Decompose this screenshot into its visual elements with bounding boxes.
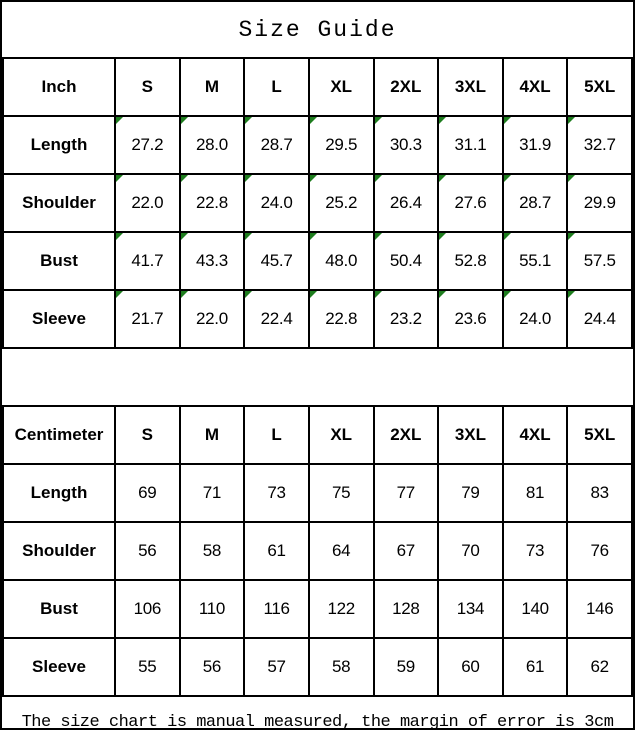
- value-cell: [374, 290, 439, 348]
- cell-value: 56: [138, 541, 157, 560]
- cell-value: 24.0: [260, 193, 293, 212]
- value-cell: [438, 232, 503, 290]
- row-label-cell: Sleeve: [3, 638, 115, 696]
- value-cell: [503, 580, 568, 638]
- cell-value: 62: [590, 657, 609, 676]
- value-cell: [244, 290, 309, 348]
- size-header-cell: M: [180, 406, 245, 464]
- value-cell: [438, 116, 503, 174]
- cell-value: 28.7: [260, 135, 293, 154]
- comment-triangle-icon: [310, 291, 317, 298]
- cell-value: 48.0: [325, 251, 358, 270]
- spacer-row: [2, 349, 633, 405]
- size-header-cell: 3XL: [438, 58, 503, 116]
- comment-triangle-icon: [439, 175, 446, 182]
- cell-value: 73: [525, 541, 545, 560]
- cell-value: 140: [521, 599, 549, 618]
- value-cell: [374, 464, 439, 522]
- comment-triangle-icon: [375, 233, 382, 240]
- cell-value: 110: [198, 599, 226, 618]
- comment-triangle-icon: [181, 233, 188, 240]
- value-cell: [244, 638, 309, 696]
- cell-value: 128: [392, 599, 420, 618]
- size-header-cell: 2XL: [374, 406, 439, 464]
- size-header-cell: S: [115, 58, 180, 116]
- value-cell: [503, 638, 568, 696]
- row-label-cell: Bust: [3, 580, 115, 638]
- cell-value: 64: [332, 541, 351, 560]
- comment-triangle-icon: [116, 175, 123, 182]
- value-cell: [180, 116, 245, 174]
- value-cell: [374, 174, 439, 232]
- size-header-cell: L: [244, 58, 309, 116]
- comment-triangle-icon: [116, 291, 123, 298]
- value-cell: [309, 232, 374, 290]
- comment-triangle-icon: [375, 291, 382, 298]
- value-cell: [115, 522, 180, 580]
- cell-value: 30.3: [389, 135, 422, 154]
- size-header-cell: XL: [309, 406, 374, 464]
- comment-triangle-icon: [568, 291, 575, 298]
- value-cell: [438, 580, 503, 638]
- value-cell: [567, 580, 632, 638]
- comment-triangle-icon: [181, 175, 188, 182]
- comment-triangle-icon: [181, 291, 188, 298]
- value-cell: [374, 522, 439, 580]
- cell-value: 106: [133, 599, 162, 618]
- cell-value: 61: [525, 657, 545, 676]
- table-row: [3, 174, 632, 232]
- comment-triangle-icon: [504, 291, 511, 298]
- comment-triangle-icon: [439, 233, 446, 240]
- value-cell: [115, 638, 180, 696]
- comment-triangle-icon: [504, 117, 511, 124]
- table-row: [3, 464, 632, 522]
- header-row: [3, 58, 632, 116]
- cell-value: 59: [396, 657, 415, 676]
- cell-value: 73: [267, 483, 286, 502]
- cell-value: 77: [396, 483, 415, 502]
- cell-value: 56: [202, 657, 222, 676]
- cell-value: 22.0: [195, 309, 228, 328]
- cell-value: 70: [461, 541, 480, 560]
- size-header-cell: 4XL: [503, 58, 568, 116]
- value-cell: [244, 116, 309, 174]
- value-cell: [503, 116, 568, 174]
- table-row: [3, 580, 632, 638]
- value-cell: [374, 232, 439, 290]
- cell-value: 61: [267, 541, 286, 560]
- value-cell: [374, 580, 439, 638]
- value-cell: [503, 174, 568, 232]
- value-cell: [567, 638, 632, 696]
- table-row: [3, 290, 632, 348]
- value-cell: [180, 232, 245, 290]
- cell-value: 52.8: [454, 251, 487, 270]
- row-label-cell: Shoulder: [3, 522, 115, 580]
- value-cell: [567, 232, 632, 290]
- value-cell: [309, 116, 374, 174]
- cell-value: 79: [461, 483, 480, 502]
- value-cell: [438, 464, 503, 522]
- header-row: [3, 406, 632, 464]
- value-cell: [438, 290, 503, 348]
- cell-value: 55.1: [519, 251, 551, 270]
- cell-value: 29.5: [325, 135, 358, 154]
- value-cell: [309, 174, 374, 232]
- size-header-cell: 4XL: [503, 406, 568, 464]
- cell-value: 76: [590, 541, 609, 560]
- cell-value: 22.8: [325, 309, 358, 328]
- unit-header-cell: Inch: [3, 58, 115, 116]
- value-cell: [374, 638, 439, 696]
- row-label-cell: Bust: [3, 232, 115, 290]
- cell-value: 43.3: [195, 251, 228, 270]
- comment-triangle-icon: [439, 117, 446, 124]
- cell-value: 27.2: [131, 135, 164, 154]
- cell-value: 134: [456, 599, 485, 618]
- cell-value: 31.9: [519, 135, 551, 154]
- value-cell: [567, 290, 632, 348]
- value-cell: [180, 638, 245, 696]
- value-cell: [244, 580, 309, 638]
- cell-value: 29.9: [583, 193, 616, 212]
- table-row: [3, 638, 632, 696]
- cell-value: 41.7: [131, 251, 164, 270]
- cell-value: 32.7: [583, 135, 616, 154]
- comment-triangle-icon: [568, 233, 575, 240]
- table-row: [3, 116, 632, 174]
- comment-triangle-icon: [375, 117, 382, 124]
- cell-value: 45.7: [260, 251, 293, 270]
- comment-triangle-icon: [568, 117, 575, 124]
- value-cell: [115, 464, 180, 522]
- cell-value: 69: [138, 483, 157, 502]
- size-header-cell: S: [115, 406, 180, 464]
- comment-triangle-icon: [245, 291, 252, 298]
- cell-value: 23.2: [389, 309, 422, 328]
- value-cell: [567, 522, 632, 580]
- value-cell: [309, 580, 374, 638]
- size-header-cell: 2XL: [374, 58, 439, 116]
- cell-value: 55: [138, 657, 157, 676]
- comment-triangle-icon: [310, 117, 317, 124]
- cell-value: 57.5: [583, 251, 616, 270]
- cell-value: 71: [202, 483, 222, 502]
- cell-value: 23.6: [454, 309, 487, 328]
- value-cell: [309, 464, 374, 522]
- value-cell: [115, 290, 180, 348]
- size-header-cell: L: [244, 406, 309, 464]
- cell-value: 22.0: [131, 193, 164, 212]
- cell-value: 122: [327, 599, 355, 618]
- value-cell: [309, 522, 374, 580]
- page-title: Size Guide: [238, 16, 397, 43]
- value-cell: [244, 232, 309, 290]
- cell-value: 24.4: [583, 309, 616, 328]
- size-header-cell: XL: [309, 58, 374, 116]
- cell-value: 31.1: [454, 135, 487, 154]
- value-cell: [180, 580, 245, 638]
- value-cell: [244, 464, 309, 522]
- value-cell: [180, 522, 245, 580]
- comment-triangle-icon: [245, 233, 252, 240]
- value-cell: [115, 116, 180, 174]
- cell-value: 83: [590, 483, 609, 502]
- value-cell: [115, 580, 180, 638]
- comment-triangle-icon: [504, 233, 511, 240]
- comment-triangle-icon: [181, 117, 188, 124]
- size-header-cell: 3XL: [438, 406, 503, 464]
- value-cell: [244, 174, 309, 232]
- centimeter-size-table: [2, 405, 633, 697]
- cell-value: 22.4: [260, 309, 293, 328]
- comment-triangle-icon: [116, 233, 123, 240]
- inch-size-table: [2, 57, 633, 349]
- row-label-cell: Length: [3, 116, 115, 174]
- value-cell: [115, 174, 180, 232]
- value-cell: [309, 638, 374, 696]
- value-cell: [244, 522, 309, 580]
- size-header-cell: M: [180, 58, 245, 116]
- cell-value: 146: [585, 599, 614, 618]
- size-header-cell: 5XL: [567, 406, 632, 464]
- cell-value: 28.0: [195, 135, 228, 154]
- value-cell: [567, 464, 632, 522]
- value-cell: [180, 290, 245, 348]
- table-row: [3, 522, 632, 580]
- cell-value: 24.0: [519, 309, 551, 328]
- cell-value: 50.4: [389, 251, 422, 270]
- cell-value: 57: [267, 657, 286, 676]
- value-cell: [567, 116, 632, 174]
- table-row: [3, 232, 632, 290]
- comment-triangle-icon: [375, 175, 382, 182]
- comment-triangle-icon: [568, 175, 575, 182]
- value-cell: [438, 174, 503, 232]
- value-cell: [503, 290, 568, 348]
- cell-value: 58: [202, 541, 222, 560]
- cell-value: 27.6: [454, 193, 487, 212]
- cell-value: 81: [525, 483, 545, 502]
- value-cell: [503, 522, 568, 580]
- value-cell: [503, 232, 568, 290]
- cell-value: 26.4: [389, 193, 422, 212]
- value-cell: [180, 464, 245, 522]
- row-label-cell: Length: [3, 464, 115, 522]
- measurement-note: The size chart is manual measured, the margin of error is 3cm: [21, 713, 614, 730]
- value-cell: [503, 464, 568, 522]
- value-cell: [438, 522, 503, 580]
- cell-value: 58: [332, 657, 351, 676]
- cell-value: 75: [332, 483, 351, 502]
- comment-triangle-icon: [245, 117, 252, 124]
- comment-triangle-icon: [310, 175, 317, 182]
- value-cell: [309, 290, 374, 348]
- comment-triangle-icon: [116, 117, 123, 124]
- cell-value: 67: [396, 541, 415, 560]
- row-label-cell: Shoulder: [3, 174, 115, 232]
- size-header-cell: 5XL: [567, 58, 632, 116]
- cell-value: 60: [461, 657, 480, 676]
- cell-value: 21.7: [131, 309, 164, 328]
- unit-header-cell: Centimeter: [3, 406, 115, 464]
- comment-triangle-icon: [310, 233, 317, 240]
- value-cell: [438, 638, 503, 696]
- value-cell: [374, 116, 439, 174]
- comment-triangle-icon: [439, 291, 446, 298]
- value-cell: [180, 174, 245, 232]
- comment-triangle-icon: [504, 175, 511, 182]
- value-cell: [115, 232, 180, 290]
- comment-triangle-icon: [245, 175, 252, 182]
- cell-value: 22.8: [195, 193, 228, 212]
- cell-value: 25.2: [325, 193, 358, 212]
- row-label-cell: Sleeve: [3, 290, 115, 348]
- value-cell: [567, 174, 632, 232]
- cell-value: 116: [263, 599, 290, 618]
- cell-value: 28.7: [519, 193, 551, 212]
